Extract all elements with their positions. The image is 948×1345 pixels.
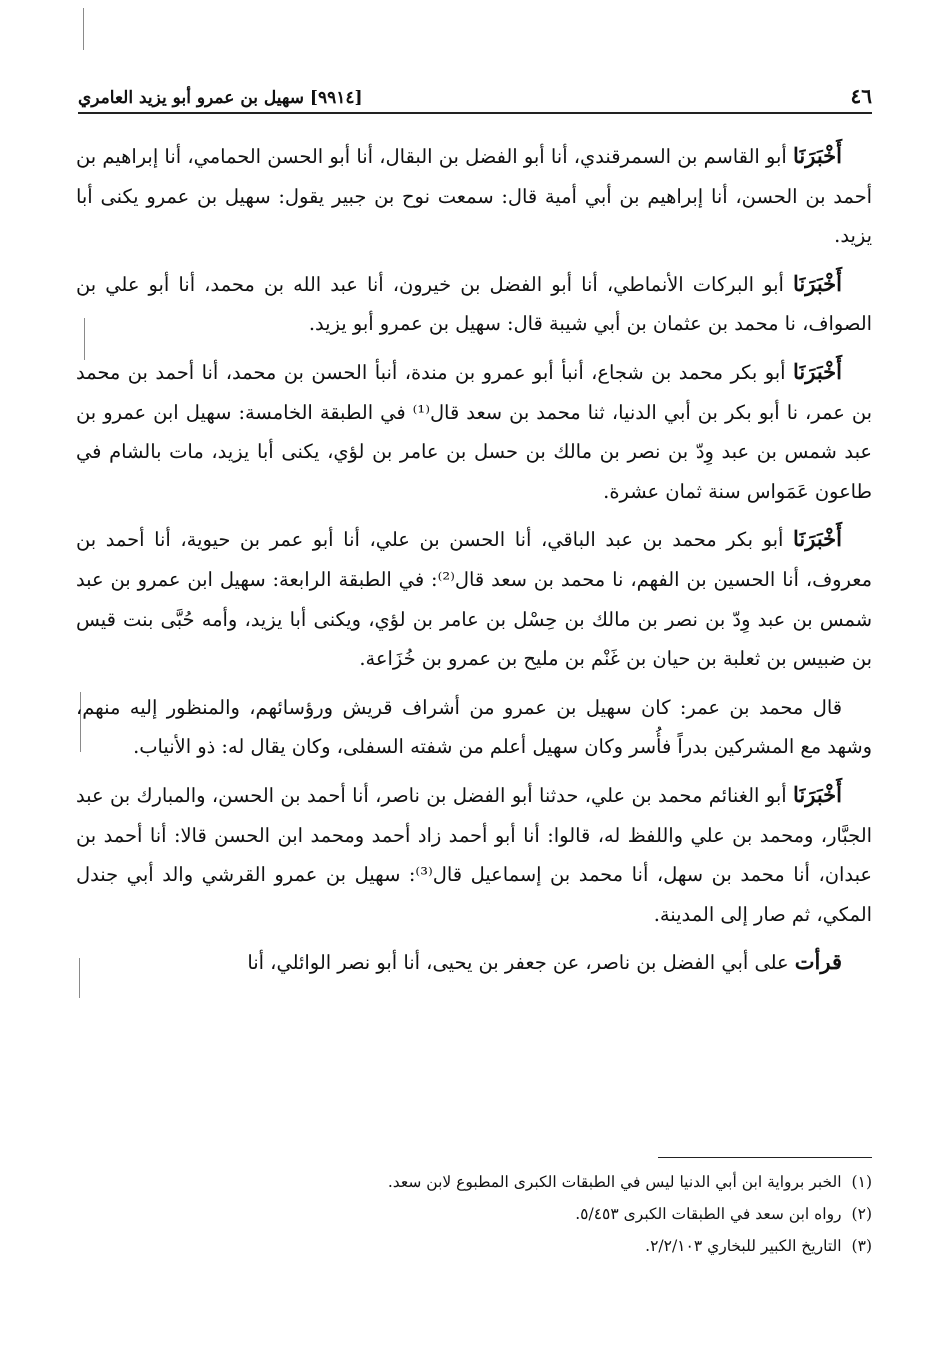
- scan-margin-mark: [83, 8, 84, 50]
- paragraph-lead-word: أَخْبَرَنَا: [793, 270, 842, 296]
- page-header: [78, 74, 872, 114]
- footnotes: [76, 1166, 872, 1262]
- main-text: [76, 136, 872, 991]
- paragraph: [76, 775, 872, 934]
- footnote-number: (١): [851, 1173, 872, 1191]
- footnote-text: رواه ابن سعد في الطبقات الكبرى ٥/٤٥٣.: [575, 1205, 842, 1223]
- paragraph-lead-word: قرأت: [794, 949, 842, 975]
- paragraph: [76, 136, 872, 256]
- footnote: [76, 1198, 872, 1230]
- paragraph-text: أبو الغنائم محمد بن علي، حدثنا أبو الفضل بن ناصر، أنا أحمد بن الحسن، والمبارك بن عبد الجبَّار، ومحمد بن علي واللفظ له، قالوا: أنا أبو أحمد زاد أحمد ومحمد ابن الحسن قالا: أنا أحمد بن عبدان، أنا محمد بن سهل، أنا محمد بن إسماعيل قال⁽³⁾: سهيل بن عمرو القرشي والد أبي جندل المكي، ثم صار إلى المدينة.: [76, 783, 873, 926]
- paragraph-text: أبو بكر محمد بن شجاع، أنبأ أبو عمرو بن مندة، أنبأ الحسن بن محمد، أنا أحمد بن محمد بن عمر، نا أبو بكر بن أبي الدنيا، ثنا محمد بن سعد قال⁽¹⁾ في الطبقة الخامسة: سهيل ابن عمرو بن عبد شمس بن عبد وِدّ بن نصر بن مالك بن حسل بن عامر بن لؤي، يكنى أبا يزيد، مات بالشام في طاعون عَمَواس سنة ثمان عشرة.: [76, 360, 872, 503]
- paragraph-text: قال محمد بن عمر: كان سهيل بن عمرو من أشراف قريش ورؤسائهم، والمنظور إليه منهم، وشهد مع المشركين بدراً فأُسر وكان سهيل أعلم من شفته السفلى، وكان يقال له: ذو الأنياب.: [76, 695, 872, 759]
- paragraph-text: على أبي الفضل بن ناصر، عن جعفر بن يحيى، أنا أبو نصر الوائلي، أنا: [247, 951, 795, 975]
- paragraph-lead-word: أَخْبَرَنَا: [793, 358, 842, 384]
- paragraph-text: أبو بكر محمد بن عبد الباقي، أنا الحسن بن علي، أنا أبو عمر بن حيوية، أنا أحمد بن معروف، أنا الحسين بن الفهم، نا محمد بن سعد قال⁽²⁾: في الطبقة الرابعة: سهيل ابن عمرو بن عبد شمس بن عبد وِدّ بن نصر بن مالك بن حِسْل بن عامر بن لؤي، ويكنى أبا يزيد، وأمه حُبَّى بنت قيس بن ضبيس بن ثعلبة بن حيان بن غَنْم بن مليح بن عمرو بن خُزَاعة.: [76, 528, 872, 671]
- paragraph: [76, 687, 872, 767]
- paragraph: [76, 264, 872, 344]
- footnote-text: التاريخ الكبير للبخاري ٢/٢/١٠٣.: [645, 1237, 842, 1255]
- footnote: [76, 1166, 872, 1198]
- paragraph: [76, 519, 872, 678]
- paragraph-text: أبو القاسم بن السمرقندي، أنا أبو الفضل بن البقال، أنا أبو الحسن الحمامي، أنا إبراهيم بن أحمد بن الحسن، أنا إبراهيم بن أبي أمية قال: سمعت نوح بن جبير يقول: سهيل بن عمرو يكنى أبا يزيد.: [76, 145, 872, 248]
- page-number: ٤٦: [850, 84, 872, 108]
- footnote-number: (٢): [851, 1205, 872, 1223]
- running-title: [٩٩١٤] سهيل بن عمرو أبو يزيد العامري: [78, 88, 363, 108]
- paragraph-text: أبو البركات الأنماطي، أنا أبو الفضل بن خيرون، أنا عبد الله بن محمد، أنا أبو علي بن الصواف، نا محمد بن عثمان بن أبي شيبة قال: سهيل بن عمرو أبو يزيد.: [76, 272, 872, 336]
- paragraph-lead-word: أَخْبَرَنَا: [793, 526, 842, 552]
- paragraph: [76, 942, 872, 983]
- footnote-text: الخبر برواية ابن أبي الدنيا ليس في الطبقات الكبرى المطبوع لابن سعد.: [387, 1173, 842, 1191]
- footnote-separator: [658, 1157, 872, 1158]
- paragraph: [76, 352, 872, 511]
- footnote-number: (٣): [851, 1237, 872, 1255]
- paragraph-lead-word: أَخْبَرَنَا: [793, 781, 842, 807]
- paragraph-lead-word: أَخْبَرَنَا: [793, 143, 842, 168]
- footnote: [76, 1230, 872, 1262]
